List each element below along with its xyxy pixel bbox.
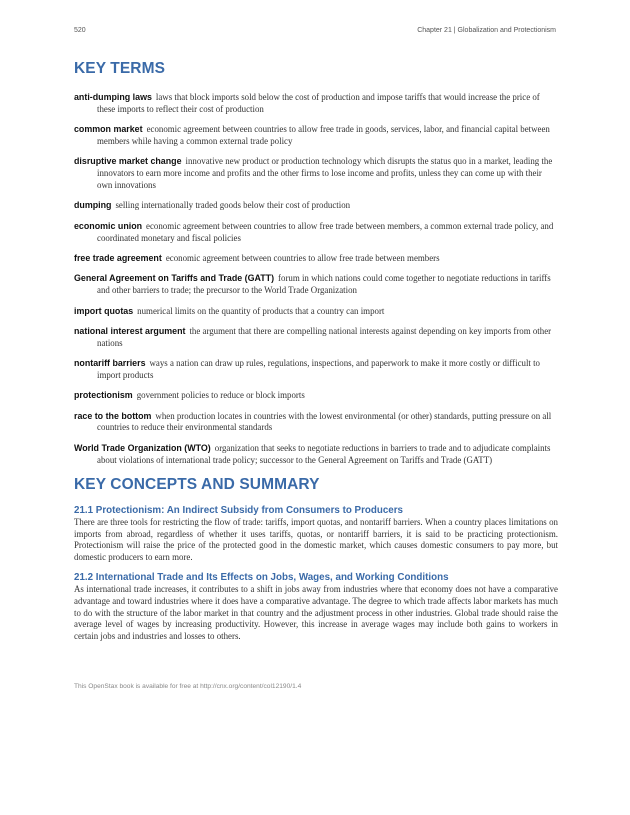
term-name: common market bbox=[74, 124, 143, 135]
content-column bbox=[74, 59, 558, 642]
page-footer: This OpenStax book is available for free at http://cnx.org/content/col12190/1.4 bbox=[74, 683, 302, 691]
term-name: import quotas bbox=[74, 305, 134, 316]
term-entry bbox=[74, 358, 558, 382]
term-entry bbox=[74, 390, 558, 402]
running-header: Chapter 21 | Globalization and Protectionism bbox=[417, 27, 556, 34]
term-entry bbox=[74, 156, 558, 191]
section-heading: 21.1 Protectionism: An Indirect Subsidy from Consumers to Producers bbox=[74, 505, 403, 517]
term-definition: innovative new product or production technology which disrupts the status quo in a market, leading the innovators to earn more income and profits and the other firms to lose income and profits, unless they can come up with their own innovations bbox=[97, 156, 553, 190]
term-definition: ways a nation can draw up rules, regulations, inspections, and paperwork to make it more costly or difficult to import products bbox=[97, 358, 540, 380]
key-terms-list bbox=[74, 92, 558, 466]
summary-heading: KEY CONCEPTS AND SUMMARY bbox=[74, 476, 320, 494]
key-terms-heading: KEY TERMS bbox=[74, 60, 166, 77]
term-entry bbox=[74, 200, 558, 212]
section-heading: 21.2 International Trade and Its Effects on Jobs, Wages, and Working Conditions bbox=[74, 572, 449, 584]
term-definition: economic agreement between countries to allow free trade between members bbox=[165, 252, 440, 263]
term-entry bbox=[74, 221, 558, 245]
term-definition: economic agreement between countries to allow free trade between members, a common external trade policy, and coordinated monetary and fiscal policies bbox=[97, 220, 554, 243]
summary-section bbox=[74, 504, 558, 563]
term-name: race to the bottom bbox=[74, 410, 152, 421]
term-name: nontariff barriers bbox=[74, 358, 146, 369]
term-definition: laws that block imports sold below the cost of production and impose tariffs that would increase the price of these imports to reflect their cost of production bbox=[97, 92, 540, 114]
term-entry bbox=[74, 411, 558, 435]
term-definition: when production locates in countries with the lowest environmental (or other) standards, putting pressure on all countries to reduce their environmental standards bbox=[97, 410, 552, 433]
term-name: anti-dumping laws bbox=[74, 92, 152, 102]
page-number: 520 bbox=[74, 27, 86, 34]
term-entry bbox=[74, 273, 558, 297]
term-definition: the argument that there are compelling national interests against depending on key imports from other nations bbox=[97, 325, 552, 348]
term-entry bbox=[74, 306, 558, 318]
term-name: economic union bbox=[74, 220, 143, 231]
summary-section bbox=[74, 571, 558, 642]
term-entry bbox=[74, 124, 558, 148]
term-entry bbox=[74, 92, 558, 116]
term-definition: government policies to reduce or block imports bbox=[136, 390, 305, 401]
page-header bbox=[0, 0, 630, 38]
term-name: General Agreement on Tariffs and Trade (GATT) bbox=[74, 273, 275, 284]
term-definition: selling internationally traded goods below their cost of production bbox=[115, 200, 351, 211]
section-body: There are three tools for restricting the flow of trade: tariffs, import quotas, and nontariff barriers. When a country places limitations on imports from abroad, regardless of whether it uses tariffs, quotas, or nontariff barriers, it is said to be practicing protectionism. Protectionism will raise the price of the protected good in the domestic market, which causes domestic consumers to pay more, but domestic producers to earn more. bbox=[74, 517, 558, 562]
section-body: As international trade increases, it contributes to a shift in jobs away from industries where that economy does not have a comparative advantage and toward industries where it does have a comparative advantage. The degree to which trade affects labor markets has much to do with the structure of the labor market in that country and the adjustment process in other industries. Global trade should raise the average level of wages by increasing productivity. However, this increase in average wages may include both gains to workers in certain jobs and industries and losses to others. bbox=[74, 584, 558, 641]
term-name: free trade agreement bbox=[74, 252, 162, 263]
term-definition: economic agreement between countries to allow free trade in goods, services, labor, and financial capital between members while having a common external trade policy bbox=[97, 124, 550, 146]
term-definition: forum in which nations could come together to negotiate reductions in tariffs and other barriers to trade; the precursor to the World Trade Organization bbox=[97, 273, 551, 296]
term-name: protectionism bbox=[74, 390, 133, 401]
term-definition: organization that seeks to negotiate reductions in barriers to trade and to adjudicate complaints about violations of international trade policy; successor to the General Agreement on Tariffs and Trade (GATT) bbox=[97, 442, 551, 465]
term-name: dumping bbox=[74, 200, 112, 211]
term-name: World Trade Organization (WTO) bbox=[74, 442, 211, 453]
term-entry bbox=[74, 443, 558, 467]
term-entry bbox=[74, 253, 558, 265]
term-name: national interest argument bbox=[74, 325, 186, 336]
term-entry bbox=[74, 326, 558, 350]
term-name: disruptive market change bbox=[74, 156, 182, 167]
term-definition: numerical limits on the quantity of products that a country can import bbox=[137, 305, 385, 316]
